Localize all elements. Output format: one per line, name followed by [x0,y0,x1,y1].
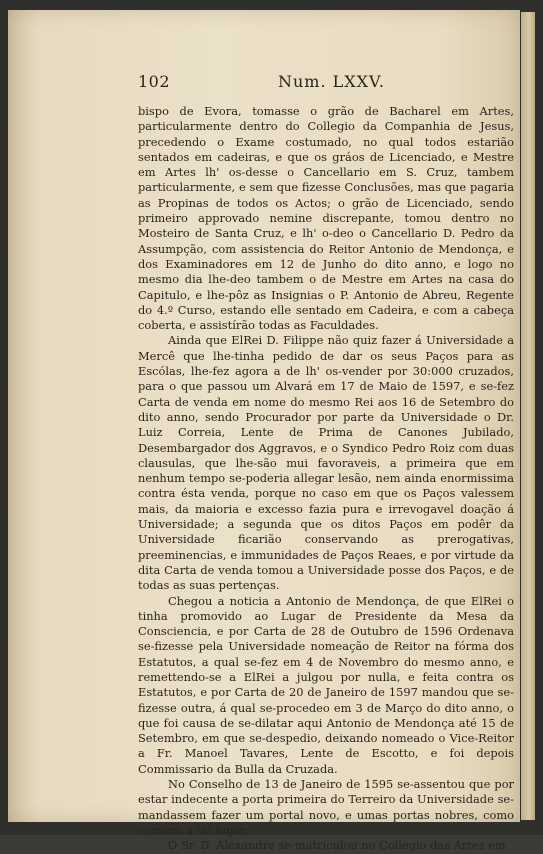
running-header [138,72,518,94]
paragraph-continuation: bispo de Evora, tomasse o grão de Bacharel em Artes, particularmente dentro do Collegio da Companhia de Jesus, precedendo o Exame costumado, no qual todos estarião sentados em cadeiras, e que os gráos de Licenciado, e Mestre em Artes lh' os-desse o Cancellario em S. Cruz, tambem particularmente, e sem que fizesse Conclusões, mas que pagaria as Propinas de todos os Actos; o grão de Licenciado, sendo primeiro approvado nemine discrepante, tomou dentro no Mosteiro de Santa Cruz, e lh' o-deo o Cancellario D. Pedro da Assumpção, com assistencia do Reitor Antonio de Mendonça, e dos Examinadores em 12 de Junho do dito anno, e logo no mesmo dia lhe-deo tambem o de Mestre em Artes na casa do Capitulo, e lhe-pôz as Insignias o P. Antonio de Abreu, Regente do 4.º Curso, estando elle sentado em Cadeira, e com a cabeça coberta, e assistírão todas as Faculdades. [138,104,514,333]
page-edge [521,12,535,820]
paragraph-council-door: No Conselho de 13 de Janeiro de 1595 se-assentou que por estar indecente a porta primeira do Terreiro da Universidade se-mandassem fazer um portal novo, e umas portas nobres, como convem a tal lugar. [138,777,514,837]
body-text [138,104,514,854]
document-number-title: Num. LXXV. [278,72,385,91]
page-number: 102 [138,72,171,91]
paragraph-sale-of-palaces: Ainda que ElRei D. Filippe não quiz fazer á Universidade a Mercê que lhe-tinha pedido de dar os seus Paços para as Escólas, lhe-fez agora a de lh' os-vender por 30:000 cruzados, para o que passou um Alvará em 17 de Maio de 1597, e se-fez Carta de venda em nome do mesmo Rei aos 16 de Setembro do dito anno, sendo Procurador por parte da Universidade o Dr. Luiz Correia, Lente de Prima de Canones Jubilado, Desembargador dos Aggravos, e o Syndico Pedro Roiz com duas clausulas, que lhe-são mui favoraveis, a primeira que em nenhum tempo se-poderia allegar lesão, nem ainda enormissima contra ésta venda, porque no caso em que os Paços valessem mais, da maioria e excesso fazia pura e irrevogavel doação á Universidade; a segunda que os ditos Paços em podêr da Universidade ficarião conservando as prerogativas, preeminencias, e immunidades de Paços Reaes, e por virtude da dita Carta de venda tomou a Universidade posse dos Paços, e de todas as suas pertenças. [138,333,514,593]
paragraph-alexandre: O Sr. D. Alexandre se-matriculou no Collegio das Artes em [168,838,506,853]
paragraph-rector-appointment: Chegou a noticia a Antonio de Mendonça, de que ElRei o tinha promovido ao Lugar de Presidente da Mesa da Consciencia, e por Carta de 28 de Outubro de 1596 Ordenava se-fizesse pela Universidade nomeação de Reitor na fórma dos Estatutos, a qual se-fez em 4 de Novembro do mesmo anno, e remettendo-se a ElRei a julgou por nulla, e feita contra os Estatutos, e por Carta de 20 de Janeiro de 1597 mandou que se-fizesse outra, á qual se-procedeo em 3 de Março do dito anno, o que foi causa de se-dilatar aqui Antonio de Mendonça até 15 de Setembro, em que se-despedio, deixando nomeado o Vice-Reitor a Fr. Manoel Tavares, Lente de Escotto, e foi depois Commissario da Bulla da Cruzada. [138,593,514,776]
